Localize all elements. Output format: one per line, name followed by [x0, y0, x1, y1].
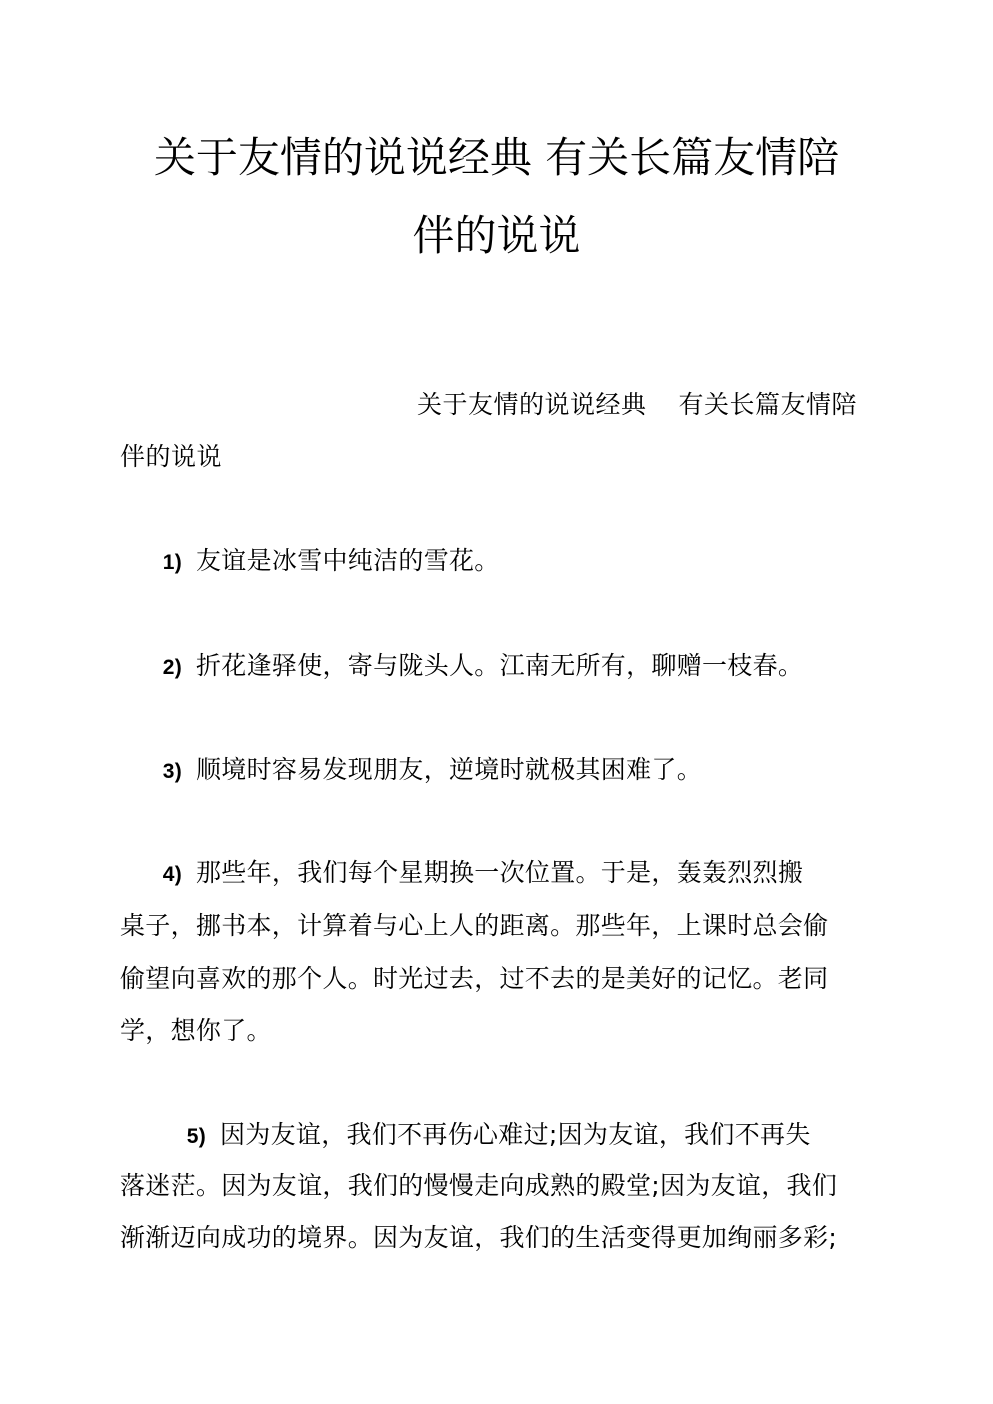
list-item-1-text-1: 友谊是冰雪中纯洁的雪花。: [196, 546, 500, 575]
list-item-2-line-1: [120, 653, 803, 678]
subtitle-part-2: 有关长篇友情陪: [678, 390, 858, 419]
document-title-line-2: 伴的说说: [412, 211, 581, 260]
list-item-5-number: 5): [186, 1125, 206, 1148]
subtitle-line-1: [417, 392, 857, 417]
list-item-4-number: 4): [162, 863, 182, 886]
list-item-1-line-1: [120, 548, 500, 573]
list-item-5-line-3: 渐渐迈向成功的境界。因为友谊，我们的生活变得更加绚丽多彩;: [120, 1223, 838, 1252]
list-item-1-number: 1): [162, 551, 182, 574]
list-item-4-line-3: 偷望向喜欢的那个人。时光过去，过不去的是美好的记忆。老同: [120, 964, 829, 993]
list-item-4-text-1: 那些年，我们每个星期换一次位置。于是，轰轰烈烈搬: [196, 858, 804, 887]
subtitle-line-2: 伴的说说: [120, 442, 223, 471]
list-item-4-line-4: 学，想你了。: [120, 1016, 272, 1045]
list-item-5-line-2: 落迷茫。因为友谊，我们的慢慢走向成熟的殿堂;因为友谊，我们: [120, 1171, 838, 1200]
list-item-4-line-2: 桌子，挪书本，计算着与心上人的距离。那些年，上课时总会偷: [120, 911, 829, 940]
list-item-5-text-1: 因为友谊，我们不再伤心难过;因为友谊，我们不再失: [220, 1120, 811, 1149]
list-item-3-text-1: 顺境时容易发现朋友，逆境时就极其困难了。: [196, 755, 703, 784]
list-item-2-text-1: 折花逢驿使，寄与陇头人。江南无所有，聊赠一枝春。: [196, 651, 804, 680]
list-item-4-line-1: [120, 860, 803, 885]
list-item-5-line-1: [120, 1122, 811, 1147]
list-item-3-number: 3): [162, 760, 182, 783]
list-item-2-number: 2): [162, 656, 182, 679]
document-title-line-1: 关于友情的说说经典 有关长篇友情陪: [153, 133, 840, 182]
list-item-3-line-1: [120, 757, 702, 782]
subtitle-part-1: 关于友情的说说经典: [417, 390, 647, 419]
